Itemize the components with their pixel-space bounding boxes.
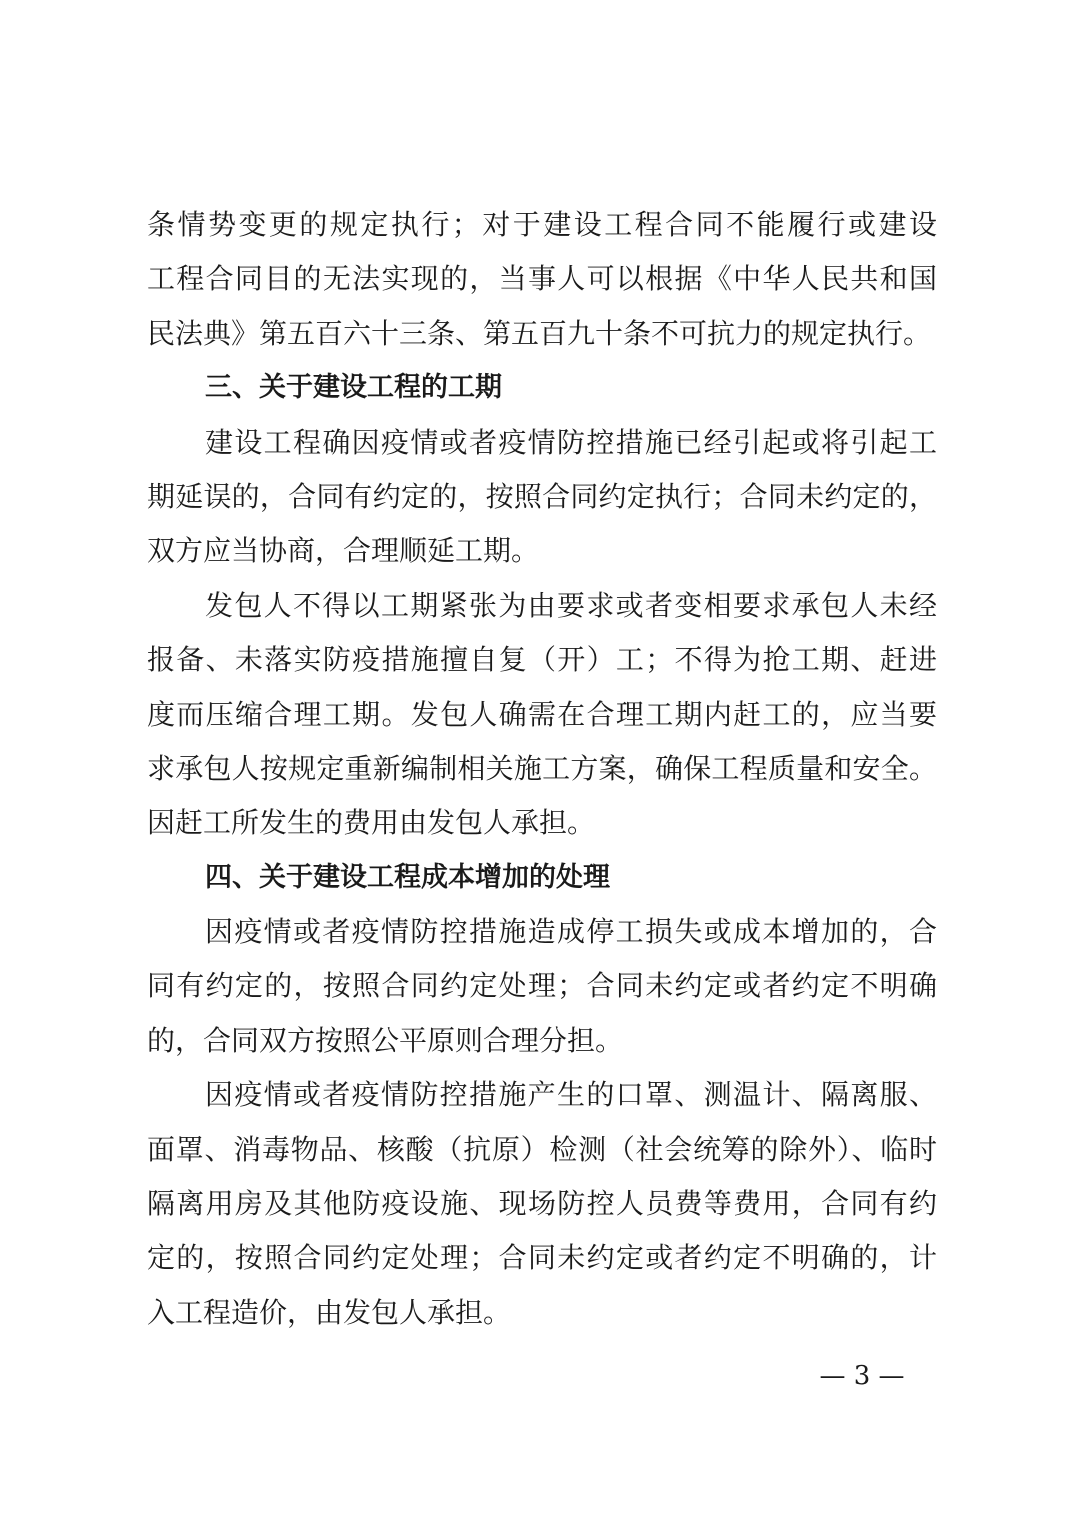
body-line: 同有约定的，按照合同约定处理；合同未约定或者约定不明确 <box>147 969 937 1003</box>
body-line: 双方应当协商，合理顺延工期。 <box>147 534 540 568</box>
body-line: 定的，按照合同约定处理；合同未约定或者约定不明确的，计 <box>147 1241 937 1275</box>
section-heading-4: 四、关于建设工程成本增加的处理 <box>205 861 610 893</box>
body-line: 发包人不得以工期紧张为由要求或者变相要求承包人未经 <box>205 588 937 622</box>
body-line: 因疫情或者疫情防控措施产生的口罩、测温计、隔离服、 <box>205 1078 937 1112</box>
section-heading-3: 三、关于建设工程的工期 <box>205 372 502 404</box>
body-line: 工程合同目的无法实现的，当事人可以根据《中华人民共和国 <box>147 262 937 296</box>
body-line: 报备、未落实防疫措施擅自复（开）工；不得为抢工期、赶进 <box>147 643 937 677</box>
document-body <box>147 198 937 1340</box>
body-line: 入工程造价，由发包人承担。 <box>147 1295 512 1329</box>
body-line: 期延误的，合同有约定的，按照合同约定执行；合同未约定的， <box>147 479 937 513</box>
page-number: — 3 — <box>819 1361 905 1391</box>
body-line: 求承包人按规定重新编制相关施工方案，确保工程质量和安全。 <box>147 751 937 785</box>
body-line: 因疫情或者疫情防控措施造成停工损失或成本增加的，合 <box>205 915 937 949</box>
body-line: 的，合同双方按照公平原则合理分担。 <box>147 1023 624 1057</box>
body-line: 隔离用房及其他防疫设施、现场防控人员费等费用，合同有约 <box>147 1187 937 1221</box>
body-line: 建设工程确因疫情或者疫情防控措施已经引起或将引起工 <box>205 425 937 459</box>
body-line: 条情势变更的规定执行；对于建设工程合同不能履行或建设 <box>147 208 937 241</box>
body-line: 民法典》第五百六十三条、第五百九十条不可抗力的规定执行。 <box>147 316 932 350</box>
body-line: 因赶工所发生的费用由发包人承担。 <box>147 806 596 840</box>
body-line: 面罩、消毒物品、核酸（抗原）检测（社会统筹的除外）、临时 <box>147 1132 937 1166</box>
body-line: 度而压缩合理工期。发包人确需在合理工期内赶工的，应当要 <box>147 697 937 731</box>
